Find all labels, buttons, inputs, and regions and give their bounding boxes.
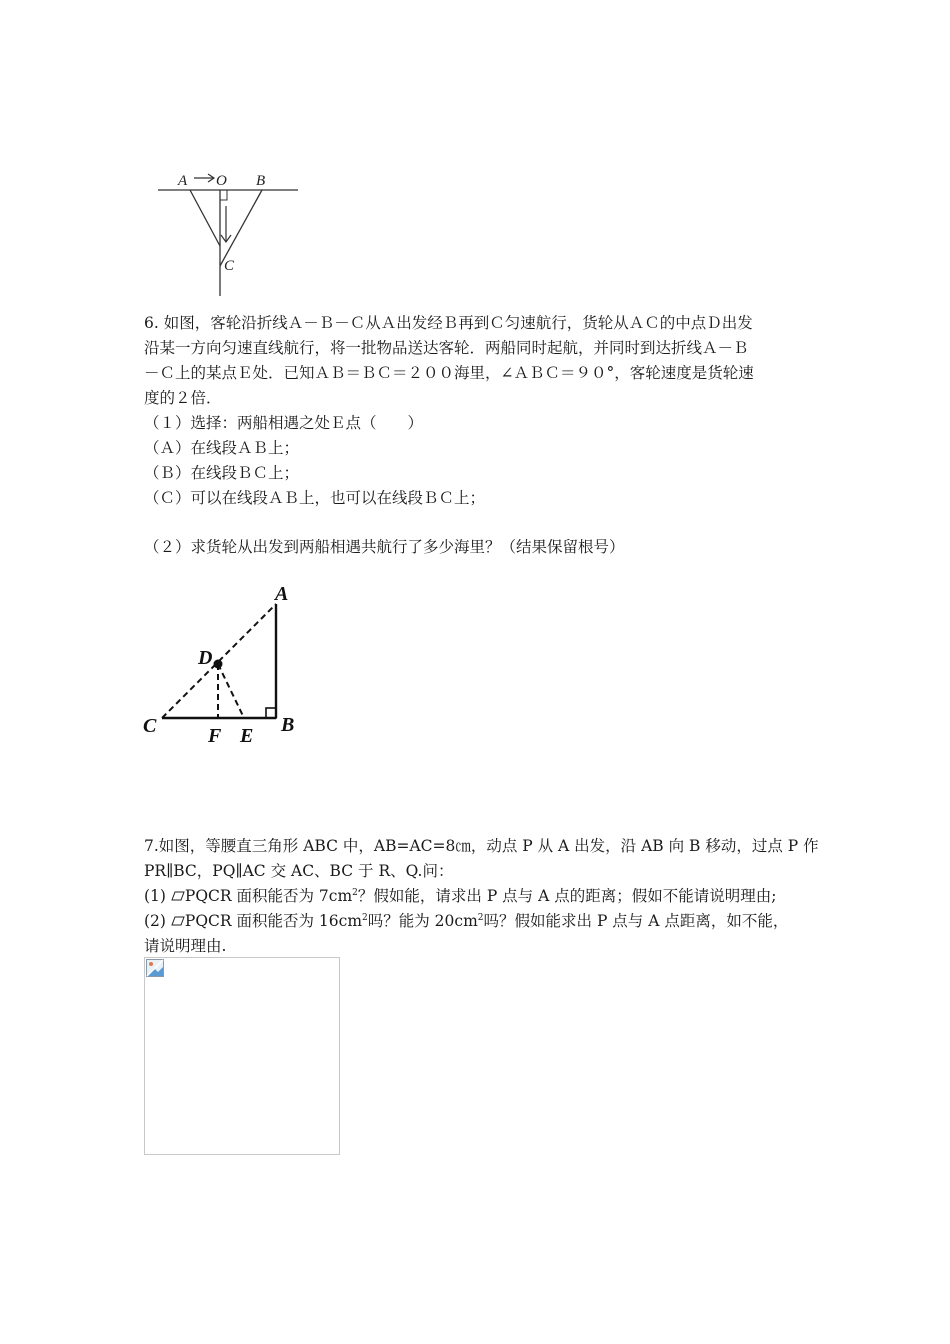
q2-mid: 吗？能为 20cm [367, 912, 478, 930]
problem-7-question-2 [144, 908, 812, 933]
q2-text: PQCR 面积能否为 16cm [184, 912, 363, 930]
problem-7-last-line: 请说明理由. [144, 937, 227, 955]
label-e: E [240, 725, 254, 747]
option-c: （Ｃ）可以在线段ＡＢ上，也可以在线段ＢＣ上； [144, 489, 486, 507]
problem-7-line-2: PR∥BC，PQ∥AC 交 AC、BC 于 R、Q.问： [144, 862, 454, 880]
problem-6-question-1: （１）选择：两船相遇之处Ｅ点（ ） [144, 414, 424, 432]
label-o: O [216, 173, 227, 189]
label-b: B [281, 714, 295, 736]
right-angle-mark-b [266, 708, 276, 718]
left-slant-line [190, 190, 220, 246]
missing-figure-placeholder [144, 957, 340, 1155]
label-d: D [198, 647, 213, 669]
problem-6-line-4: 度的２倍． [144, 389, 222, 407]
q2-sup: 2 [362, 912, 368, 923]
label-a: A [178, 173, 188, 189]
option-a: （Ａ）在线段ＡＢ上； [144, 439, 300, 457]
figure-ship-route [152, 168, 304, 300]
q2-sup2: 2 [477, 912, 484, 923]
label-a: A [275, 583, 289, 605]
problem-6-line-3: －Ｃ上的某点Ｅ处．已知ＡＢ＝ＢＣ＝２００海里，∠ＡＢＣ＝９０°，客轮速度是货轮速 [144, 364, 754, 382]
parallelogram-icon [171, 908, 185, 918]
q1-text: PQCR 面积能否为 7cm [184, 887, 353, 905]
point-d [214, 660, 223, 669]
label-f: F [208, 725, 222, 747]
right-angle-mark [220, 190, 227, 200]
problem-7 [144, 833, 819, 958]
problem-7-line-1: 7.如图，等腰直三角形 ABC 中，AB=AC=8㎝，动点 P 从 A 出发，沿 AB 向 B 移动，过点 P 作 [144, 837, 819, 855]
problem-7-question-1 [144, 883, 812, 908]
figure-triangle-abc [140, 580, 310, 750]
problem-6-line-1: 6. 如图，客轮沿折线Ａ－Ｂ－Ｃ从Ａ出发经Ｂ再到Ｃ匀速航行，货轮从ＡＣ的中点Ｄ出发 [144, 314, 753, 332]
parallelogram-icon [171, 883, 185, 893]
q2-rest: 吗？假如能求出 P 点与 A 点距离，如不能， [483, 912, 789, 930]
problem-6-question-2: （２）求货轮从出发到两船相遇共航行了多少海里？（结果保留根号） [144, 538, 625, 556]
q2-prefix: (2) [144, 912, 171, 930]
label-b: B [256, 173, 266, 189]
q1-sup: 2 [352, 887, 358, 898]
q1-prefix: (1) [144, 887, 171, 905]
problem-6-line-2: 沿某一方向匀速直线航行，将一批物品送达客轮．两船同时起航，并同时到达折线Ａ－Ｂ [144, 339, 749, 357]
label-c: C [224, 258, 235, 274]
option-b: （Ｂ）在线段ＢＣ上； [144, 464, 300, 482]
problem-6 [144, 310, 812, 559]
label-c: C [143, 715, 157, 737]
q1-rest: ？假如能，请求出 P 点与 A 点的距离；假如不能请说明理由; [357, 887, 777, 905]
dashed-de [218, 664, 244, 718]
broken-image-icon [146, 959, 164, 977]
